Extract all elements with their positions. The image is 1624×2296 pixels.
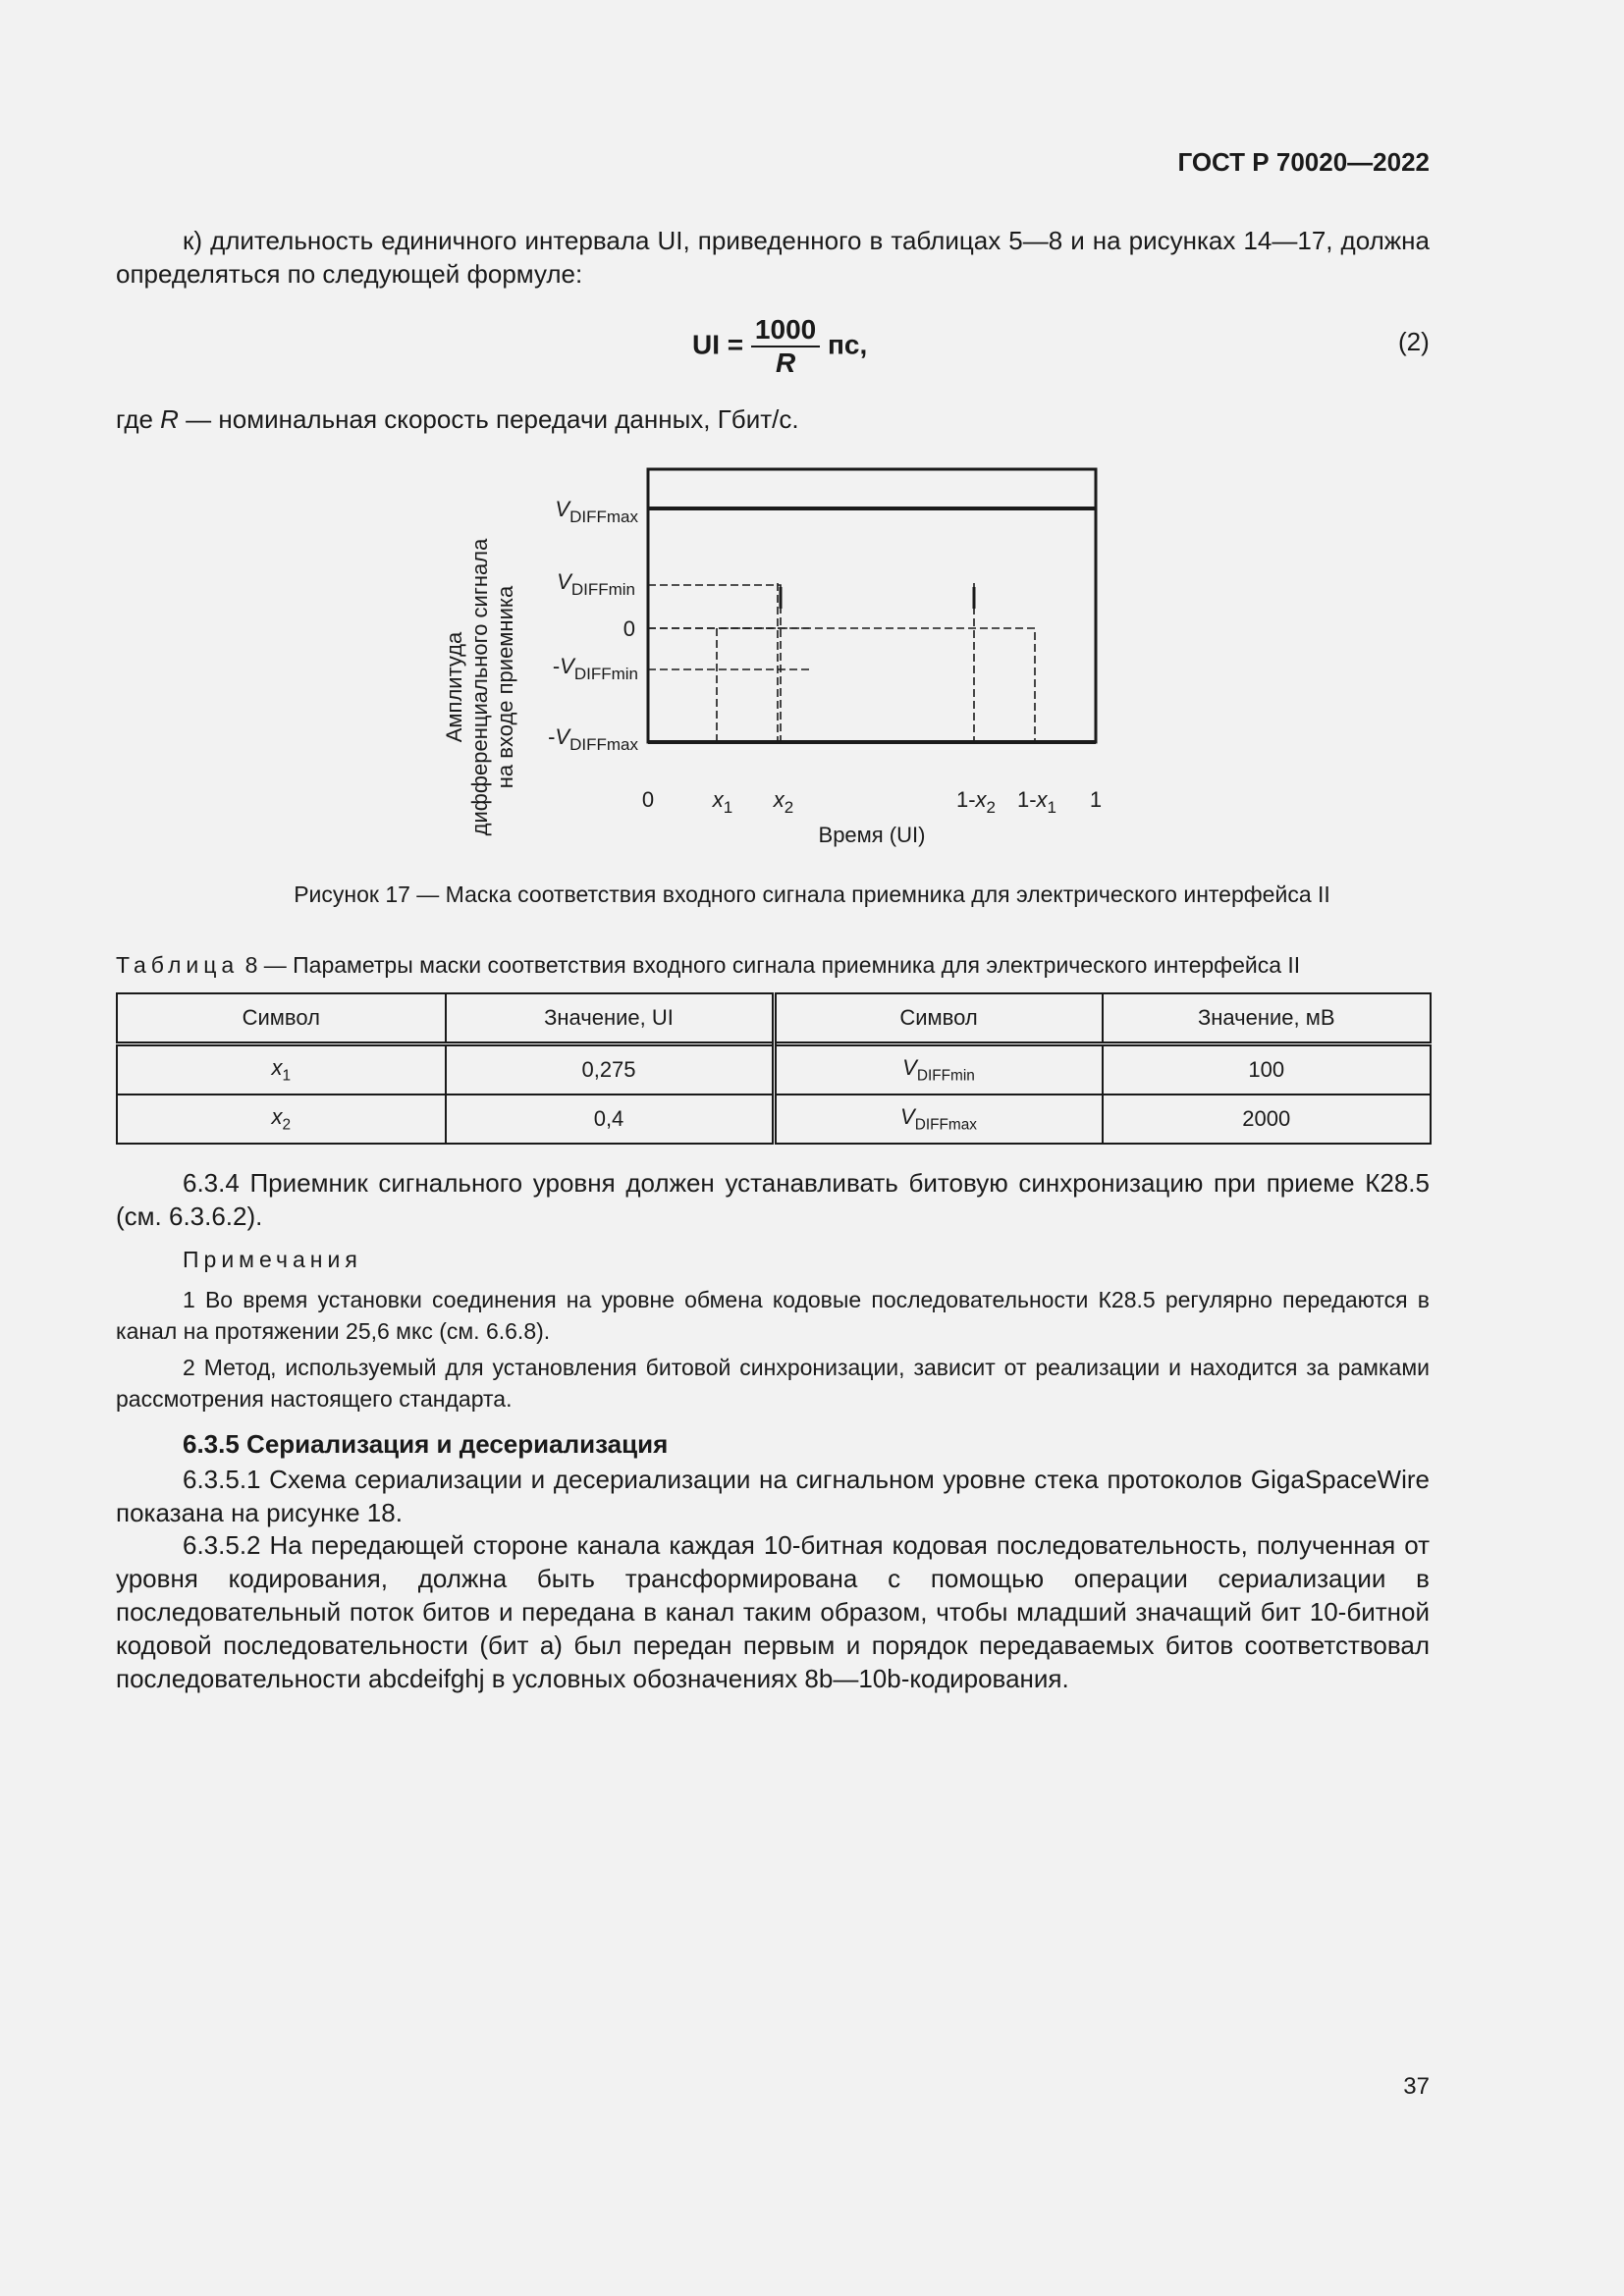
mask-dashed-lines xyxy=(648,583,1035,742)
paragraph-6-3-5-2: 6.3.5.2 На передающей стороне канала каждая 10-битная кодовая последовательность, полученная от уровня кодирования, должна быть трансформирована с помощью операции сериализации в последовательный поток битов и передана в канал таким образом, чтобы младший значащий бит 10-битной кодовой последовательности (бит а) был передан первым и порядок передаваемых битов соответствовал последовательности abcdeifghj в условных обозначениях 8b—10b-кодирования. xyxy=(116,1530,1430,1693)
note-2: 2 Метод, используемый для установления битовой синхронизации, зависит от реализации и находится за рамками рассмотрения настоящего стандарта. xyxy=(116,1355,1430,1412)
xtick-x2: $x_2$ xyxy=(773,787,794,817)
table-header-cell: Символ xyxy=(117,993,446,1044)
ytick-zero: 0 xyxy=(623,616,635,641)
formula-number: (2) xyxy=(1398,327,1430,356)
table-header-cell: Символ xyxy=(774,993,1103,1044)
xtick-1-x2: $1-x_2$ xyxy=(955,787,997,817)
xtick-one: 1 xyxy=(1089,787,1103,812)
ytick-vdiffmax: $V_{DIFFmax}$ xyxy=(555,497,638,526)
xtick-x1: $x_1$ xyxy=(712,787,733,817)
note-1: 1 Во время установки соединения на уровне обмена кодовые последовательности К28.5 регулярно передаются в канал на протяжении 25,6 мкс (см. 6.6.8). xyxy=(116,1287,1430,1344)
paragraph-k: к) длительность единичного интервала UI, приведенного в таблицах 5—8 и на рисунках 14—17, должна определяться по следующей формуле: xyxy=(116,226,1430,289)
table-cell: 0,4 xyxy=(446,1095,775,1144)
y-axis-label-line3: на входе приемника xyxy=(493,585,517,789)
table-cell: 0,275 xyxy=(446,1044,775,1095)
ytick-neg-vdiffmax: $-V_{DIFFmax}$ xyxy=(548,724,638,754)
y-axis-label xyxy=(442,538,517,835)
mask-diagram xyxy=(432,452,1139,864)
document-code: ГОСТ Р 70020—2022 xyxy=(1177,147,1430,177)
table-header-cell: Значение, UI xyxy=(446,993,775,1044)
xtick-zero: 0 xyxy=(641,787,655,812)
formula xyxy=(692,314,867,379)
y-axis-label-line1: Амплитуда xyxy=(442,631,466,743)
table-header-row xyxy=(117,993,1431,1044)
table-cell: $x_1$ xyxy=(117,1044,446,1095)
paragraph-6-3-4: 6.3.4 Приемник сигнального уровня должен устанавливать битовую синхронизацию при приеме К28.5 (см. 6.3.6.2). xyxy=(116,1168,1430,1231)
y-axis-label-line2: дифференциального сигнала xyxy=(467,538,492,836)
ytick-neg-vdiffmin: $-V_{DIFFmin}$ xyxy=(552,654,638,683)
section-heading-6-3-5: 6.3.5 Сериализация и десериализация xyxy=(183,1429,669,1459)
ytick-vdiffmin: $V_{DIFFmin}$ xyxy=(557,569,635,599)
where-line: где R — номинальная скорость передачи данных, Гбит/с. xyxy=(116,404,799,434)
table-cell: 2000 xyxy=(1103,1095,1432,1144)
mask-ticks xyxy=(781,587,974,609)
paragraph-6-3-5-1: 6.3.5.1 Схема сериализации и десериализации на сигнальном уровне стека протоколов GigaSpaceWire показана на рисунке 18. xyxy=(116,1465,1430,1527)
table-caption: Таблица 8 — Параметры маски соответствия входного сигнала приемника для электрического интерфейса II xyxy=(116,952,1301,978)
formula-lhs: UI = xyxy=(692,329,744,360)
table-cell: $V_{DIFFmax}$ xyxy=(774,1095,1103,1144)
notes-title: Примечания xyxy=(183,1247,362,1272)
x-axis-label: Время (UI) xyxy=(818,823,926,847)
parameters-table xyxy=(116,992,1432,1145)
page-number: 37 xyxy=(1403,2073,1430,2100)
table-row xyxy=(117,1095,1431,1144)
xtick-1-x1: $1-x_1$ xyxy=(1016,787,1057,817)
table-cell: 100 xyxy=(1103,1044,1432,1095)
formula-denominator: R xyxy=(775,347,796,378)
formula-numerator: 1000 xyxy=(751,314,820,347)
table-cell: $x_2$ xyxy=(117,1095,446,1144)
table-header-cell: Значение, мВ xyxy=(1103,993,1432,1044)
table-row xyxy=(117,1044,1431,1095)
formula-rhs: пс, xyxy=(828,329,868,360)
formula-fraction xyxy=(751,314,820,379)
table-cell: $V_{DIFFmin}$ xyxy=(774,1044,1103,1095)
figure-caption: Рисунок 17 — Маска соответствия входного сигнала приемника для электрического интерфейса II xyxy=(294,881,1330,907)
